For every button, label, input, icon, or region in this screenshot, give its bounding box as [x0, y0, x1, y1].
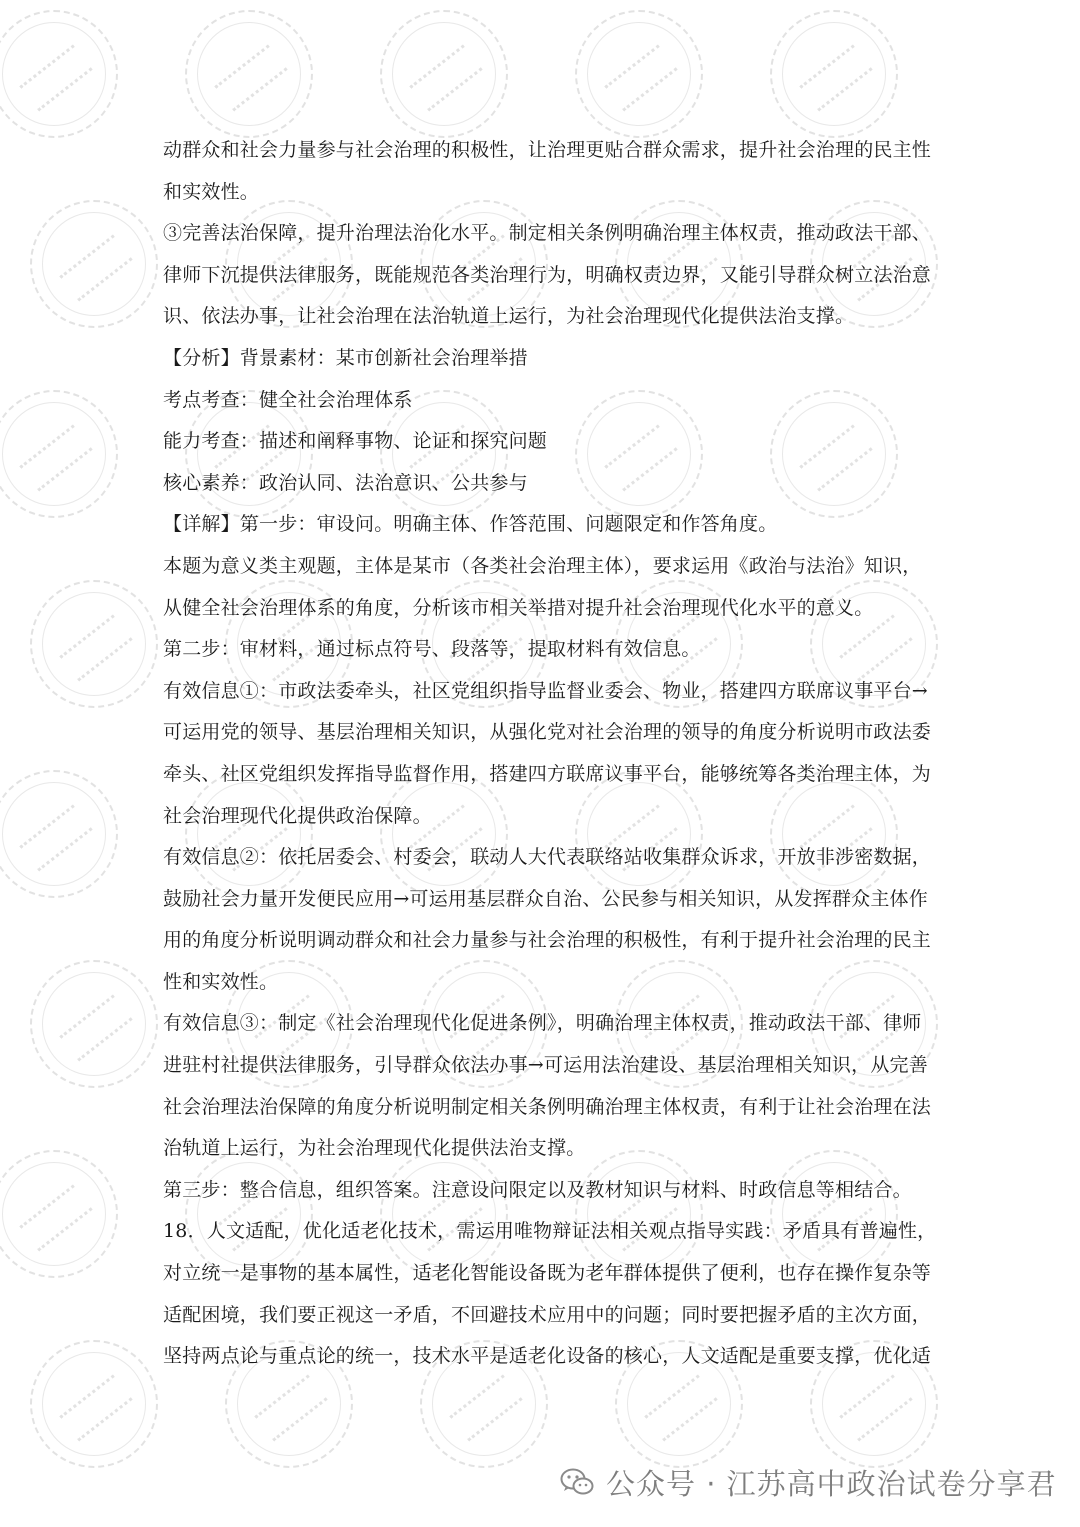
- text-line: 【详解】第一步：审设问。明确主体、作答范围、问题限定和作答角度。: [163, 513, 778, 536]
- text-line: 动群众和社会力量参与社会治理的积极性，让治理更贴合群众需求，提升社会治理的民主性: [163, 139, 932, 161]
- footer-text: 公众号 · 江苏高中政治试卷分享君: [606, 1466, 1057, 1501]
- stamp-watermark-icon: [30, 960, 158, 1088]
- text-line: 鼓励社会力量开发便民应用→可运用基层群众自治、公民参与相关知识，从发挥群众主体作: [163, 887, 928, 910]
- text-line: 适配困境，我们要正视这一矛盾，不回避技术应用中的问题；同时要把握矛盾的主次方面，: [163, 1303, 932, 1326]
- text-line: ③完善法治保障，提升治理法治化水平。制定相关条例明确治理主体权责，推动政法干部、: [163, 222, 932, 245]
- stamp-watermark-icon: [0, 390, 118, 518]
- text-line: 和实效性。: [163, 180, 260, 203]
- footer-watermark: [560, 1460, 1057, 1504]
- text-line: 从健全社会治理体系的角度，分析该市相关举措对提升社会治理现代化水平的意义。: [163, 596, 874, 619]
- text-line: 能力考查：描述和阐释事物、论证和探究问题: [163, 430, 548, 453]
- stamp-watermark-icon: [30, 200, 158, 328]
- stamp-watermark-icon: [0, 1150, 118, 1278]
- text-line: 有效信息②：依托居委会、村委会，联动人大代表联络站收集群众诉求，开放非涉密数据，: [163, 846, 932, 869]
- wechat-icon: [560, 1467, 594, 1497]
- text-line: 18．人文适配，优化适老化技术，需运用唯物辩证法相关观点指导实践：矛盾具有普遍性，: [163, 1220, 937, 1243]
- stamp-watermark-icon: [0, 10, 118, 138]
- text-line: 牵头、社区党组织发挥指导监督作用，搭建四方联席议事平台，能够统筹各类治理主体，为: [163, 762, 932, 785]
- stamp-watermark-icon: [30, 580, 158, 708]
- text-line: 本题为意义类主观题，主体是某市（各类社会治理主体），要求运用《政治与法治》知识，: [163, 554, 922, 577]
- text-line: 第二步：审材料，通过标点符号、段落等，提取材料有效信息。: [163, 638, 701, 661]
- text-line: 社会治理现代化提供政治保障。: [163, 804, 432, 827]
- stamp-watermark-icon: [185, 10, 313, 138]
- stamp-watermark-icon: [0, 770, 118, 898]
- stamp-watermark-icon: [770, 10, 898, 138]
- text-line: 【分析】背景素材：某市创新社会治理举措: [163, 346, 528, 369]
- stamp-watermark-icon: [575, 10, 703, 138]
- text-line: 考点考查：健全社会治理体系: [163, 388, 413, 411]
- text-line: 对立统一是事物的基本属性，适老化智能设备既为老年群体提供了便利，也存在操作复杂等: [163, 1262, 932, 1285]
- text-line: 识、依法办事，让社会治理在法治轨道上运行，为社会治理现代化提供法治支撑。: [163, 305, 855, 328]
- text-line: 律师下沉提供法律服务，既能规范各类治理行为，明确权责边界，又能引导群众树立法治意: [163, 263, 932, 286]
- text-line: 用的角度分析说明调动群众和社会力量参与社会治理的积极性，有利于提升社会治理的民主: [163, 929, 932, 952]
- text-line: 坚持两点论与重点论的统一，技术水平是适老化设备的核心，人文适配是重要支撑，优化适: [163, 1345, 932, 1368]
- text-line: 社会治理法治保障的角度分析说明制定相关条例明确治理主体权责，有利于让社会治理在法: [163, 1095, 932, 1118]
- text-line: 有效信息③：制定《社会治理现代化促进条例》，明确治理主体权责，推动政法干部、律师: [163, 1012, 922, 1035]
- stamp-watermark-icon: [380, 10, 508, 138]
- text-line: 核心素养：政治认同、法治意识、公共参与: [163, 471, 528, 494]
- text-line: 可运用党的领导、基层治理相关知识，从强化党对社会治理的领导的角度分析说明市政法委: [163, 721, 932, 744]
- stamp-watermark-icon: [30, 1340, 158, 1468]
- document-body: [163, 130, 937, 1378]
- text-line: 有效信息①：市政法委牵头，社区党组织指导监督业委会、物业，搭建四方联席议事平台→: [163, 679, 928, 702]
- text-line: 第三步：整合信息，组织答案。注意设问限定以及教材知识与材料、时政信息等相结合。: [163, 1178, 912, 1201]
- text-line: 进驻村社提供法律服务，引导群众依法办事→可运用法治建设、基层治理相关知识，从完善: [163, 1054, 928, 1077]
- text-line: 性和实效性。: [163, 970, 279, 993]
- text-line: 治轨道上运行，为社会治理现代化提供法治支撑。: [163, 1137, 586, 1160]
